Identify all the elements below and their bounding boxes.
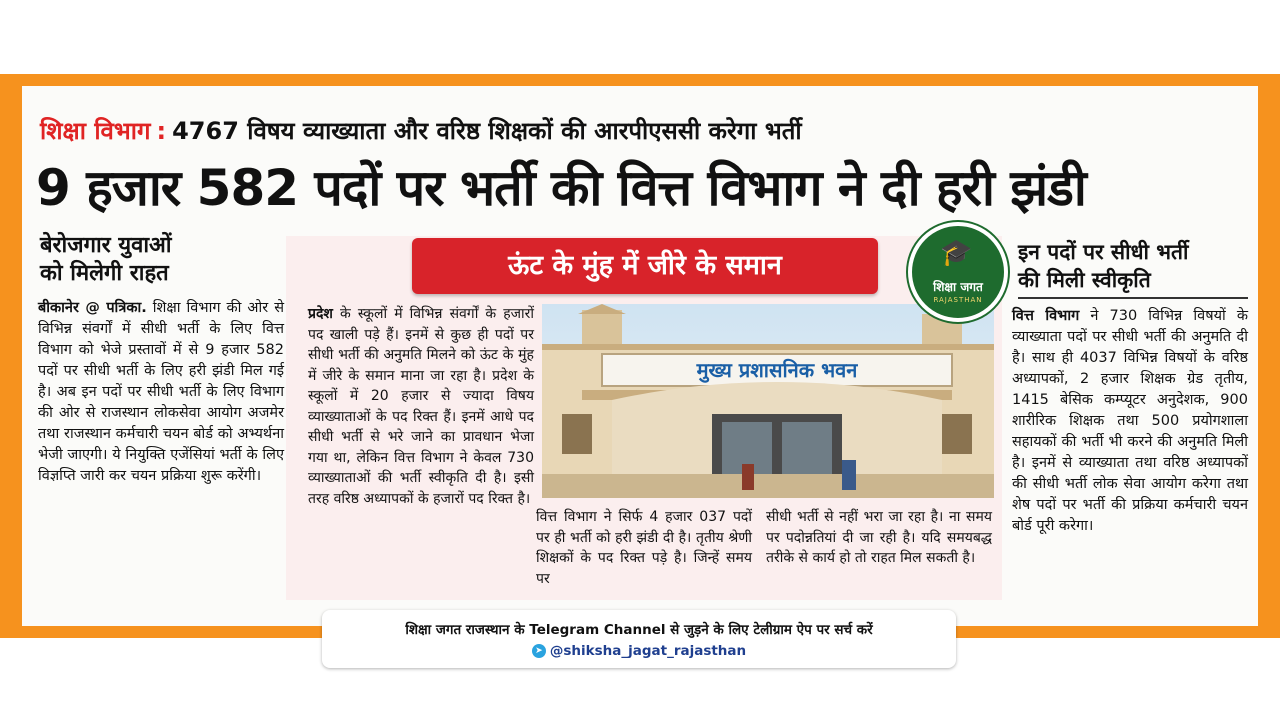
left-subhead-line2: को मिलेगी राहत <box>40 261 169 286</box>
center-column-1 <box>308 304 534 509</box>
promo-line: शिक्षा जगत राजस्थान के Telegram Channel से जुड़ने के लिए टेलीग्राम ऐप पर सर्च करें <box>405 622 873 638</box>
kicker-colon: : <box>156 117 167 145</box>
right-subhead <box>1018 238 1248 299</box>
center-lead-word: प्रदेश <box>308 306 333 322</box>
kicker-text: 4767 विषय व्याख्याता और वरिष्ठ शिक्षकों की आरपीएससी करेगा भर्ती <box>172 117 802 145</box>
right-lead-word: वित्त विभाग <box>1012 308 1080 324</box>
kicker-section: शिक्षा विभाग <box>40 117 151 145</box>
center-column-3: सीधी भर्ती से नहीं भरा जा रहा है। ना समय पर पदोन्नतियां दी जा रही है। यदि समयबद्ध तरीके से कार्य हो तो राहत मिल सकती है। <box>766 509 992 566</box>
shiksha-jagat-logo <box>908 222 1008 322</box>
kicker <box>40 114 802 147</box>
logo-subtitle: RAJASTHAN <box>933 296 983 304</box>
center-col1-text: के स्कूलों में विभिन्न संवर्गों के हजारों पद खाली पड़े हैं। इनमें से कुछ ही पदों पर सीधी भर्ती की अनुमति मिलने को ऊंट के मुंह में जीरे के समान माना जा रहा है। प्रदेश के स्कूलों में 20 हजार से ज्यादा विषय व्याख्याताओं के पद रिक्त हैं। इनमें आधे पद सीधी भर्ती से भरे जाने का प्रावधान भेजा गया था, लेकिन वित्त विभाग ने केवल 730 व्याख्याताओं की भर्ती स्वीकृति दी है। इसी तरह वरिष्ठ अध्यापकों के हजारों पद रिक्त है। <box>308 306 535 507</box>
right-subhead-line2: की मिली स्वीकृति <box>1018 268 1151 292</box>
right-body: ने 730 विभिन्न विषयों के व्याख्याता पदों पर सीधी भर्ती की अनुमति दी है। साथ ही 4037 विभिन्न विषयों के वरिष्ठ अध्यापकों, 2 हजार शिक्षक ग्रेड तृतीय, 1415 बेसिक कम्प्यूटर अनुदेशक, 900 शारीरिक शिक्षक तथा 500 प्रयोगशाला सहायकों की भर्ती भी करने की अनुमति मिली है। इनमें से व्याख्याता तथा वरिष्ठ अध्यापकों की सीधी भर्ती लोक सेवा आयोग करेगा तथा शेष पदों पर भर्ती की प्रक्रिया कर्मचारी चयन बोर्ड पूरी करेगा। <box>1012 308 1248 534</box>
graduation-cap-icon: 🎓 <box>940 238 973 268</box>
left-subhead-line1: बेरोजगार युवाओं <box>40 233 172 258</box>
telegram-promo[interactable] <box>322 610 956 668</box>
left-subhead <box>40 232 280 288</box>
center-column-2: वित्त विभाग ने सिर्फ 4 हजार 037 पदों पर ही भर्ती को हरी झंडी दी है। तृतीय श्रेणी शिक्षकों के पद रिक्त पड़े है। जिन्हें समय पर <box>536 509 752 587</box>
left-body: शिक्षा विभाग की ओर से विभिन्न संवर्गों में सीधी भर्ती के लिए वित्त विभाग को भेजे प्रस्तावों में से 9 हजार 582 पदों पर सीधी भर्ती के लिए हरी झंडी मिल गई है। अब इन पदों पर सीधी भर्ती के लिए विभाग की ओर से राजस्थान लोकसेवा आयोग अजमेर तथा राजस्थान कर्मचारी चयन बोर्ड को अभ्यर्थना भेजी जाएगी। ये नियुक्ति एजेंसियां भर्ती के लिए विज्ञप्ति जारी कर चयन प्रक्रिया शुरू करेंगी। <box>38 300 285 484</box>
promo-handle-row <box>322 643 956 659</box>
telegram-handle[interactable]: @shiksha_jagat_rajasthan <box>549 643 747 659</box>
building-photo <box>542 304 994 498</box>
headline: 9 हजार 582 पदों पर भर्ती की वित्त विभाग ने दी हरी झंडी <box>36 159 1086 217</box>
right-column-text <box>1012 306 1248 537</box>
telegram-icon: ➤ <box>532 644 546 658</box>
dateline: बीकानेर @ पत्रिका. <box>38 300 147 316</box>
center-banner: ऊंट के मुंह में जीरे के समान <box>412 238 878 294</box>
photo-sign: मुख्य प्रशासनिक भवन <box>696 358 858 382</box>
logo-title: शिक्षा जगत <box>933 280 983 294</box>
right-subhead-line1: इन पदों पर सीधी भर्ती <box>1018 240 1189 264</box>
newspaper-clipping <box>22 86 1258 626</box>
left-column-text <box>38 298 284 487</box>
